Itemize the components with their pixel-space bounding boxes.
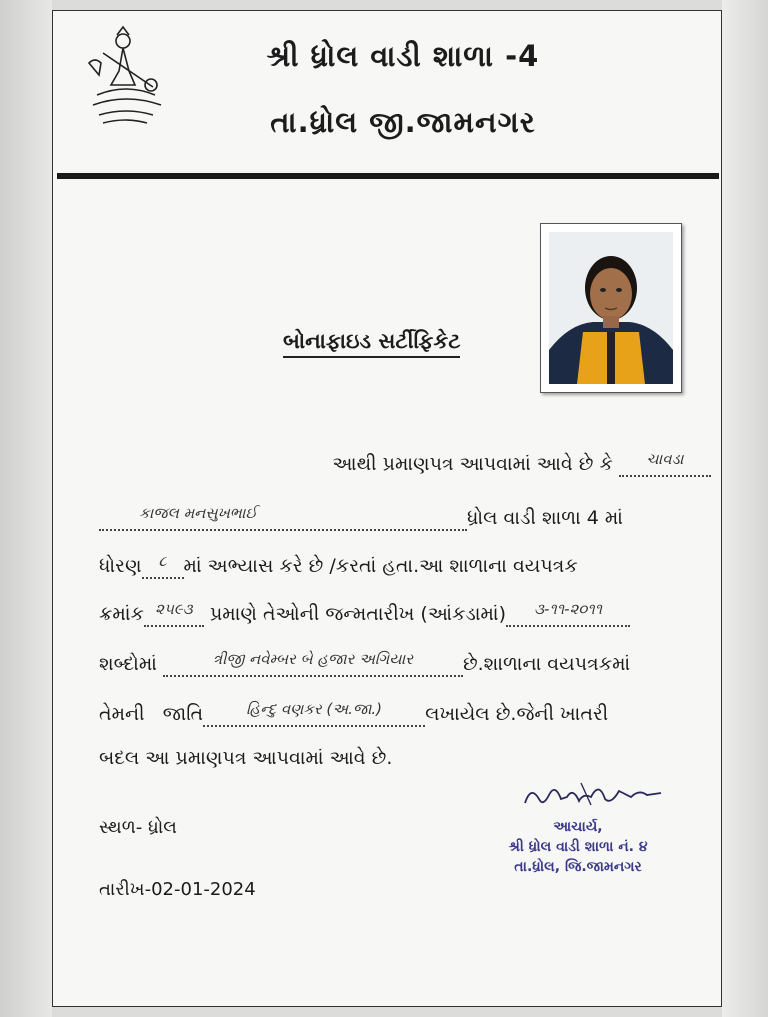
page-edge-right <box>722 0 768 1017</box>
cert-line-3-text: માં અભ્યાસ કરે છે /કરતાં હતા.આ શાળાના વયપત્રક <box>183 555 578 577</box>
cert-line-1-text: આથી પ્રમાણપત્ર આપવામાં આવે છે કે <box>332 453 613 475</box>
surname-field <box>619 450 711 477</box>
certificate-sheet <box>52 10 722 1007</box>
student-name-value: કાજલ મનસુખભાઈ <box>139 504 258 522</box>
in-words-label: શબ્દોમાં <box>99 653 157 675</box>
cert-line-4-text: પ્રમાણે તેઓની જન્મતારીખ (આંકડામાં) <box>209 603 506 625</box>
student-portrait-image <box>549 232 673 384</box>
stamp-school: શ્રી ધ્રોલ વાડી શાળા નં. ૪ <box>508 839 648 855</box>
principal-stamp <box>463 817 693 877</box>
caste-field <box>203 700 425 727</box>
cert-line-5-text: છે.શાળાના વયપત્રકમાં <box>462 653 631 675</box>
birthdate-value: ૩-૧૧-૨૦૧૧ <box>533 600 603 618</box>
principal-signature <box>521 775 671 815</box>
cert-line-7 <box>99 747 711 769</box>
cert-line-7-text: બદલ આ પ્રમાણપત્ર આપવામાં આવે છે. <box>99 747 393 769</box>
saraswati-logo-icon <box>83 23 169 133</box>
stamp-title: આચાર્ય, <box>553 819 603 835</box>
cert-line-3 <box>99 552 711 579</box>
student-name-field <box>99 504 467 531</box>
student-photo <box>540 223 682 393</box>
school-name-heading: શ્રી ધ્રોલ વાડી શાળા -4 <box>266 39 540 73</box>
std-value: ૮ <box>158 552 167 570</box>
page-edge-left <box>0 0 52 1017</box>
cert-line-4 <box>99 600 711 627</box>
std-label: ધોરણ <box>99 555 142 577</box>
surname-value: ચાવડા <box>646 450 684 468</box>
school-address-heading: તા.ધ્રોલ જી.જામનગર <box>270 105 536 139</box>
register-no-value: ૨૫૯૩ <box>155 600 193 618</box>
stamp-address: તા.ધ્રોલ, જિ.જામનગર <box>514 859 642 875</box>
cert-line-6-text: લખાયેલ છે.જેની ખાતરી <box>425 703 609 725</box>
std-field <box>142 552 184 579</box>
birthdate-field <box>506 600 630 627</box>
cert-line-2-text: ધ્રોલ વાડી શાળા 4 માં <box>467 507 623 529</box>
caste-label: તેમની જાતિ <box>99 703 204 725</box>
caste-value: હિન્દુ વણકર (અ.જા.) <box>246 700 383 718</box>
date-label: તારીખ-02-01-2024 <box>99 879 256 900</box>
register-no-field <box>144 600 204 627</box>
header-divider <box>57 173 719 179</box>
cert-line-6 <box>99 700 711 727</box>
cert-line-5 <box>99 650 711 677</box>
certificate-title: બોનાફાઇડ સર્ટીફિકેટ <box>283 329 460 358</box>
cert-line-2 <box>99 504 711 531</box>
birthdate-words-field <box>163 650 463 677</box>
place-label: સ્થળ- ધ્રોલ <box>99 817 177 838</box>
register-no-label: ક્રમાંક <box>99 603 144 625</box>
cert-line-1 <box>99 450 711 477</box>
birthdate-words-value: ત્રીજી નવેમ્બર બે હજાર અગિયાર <box>212 650 413 668</box>
